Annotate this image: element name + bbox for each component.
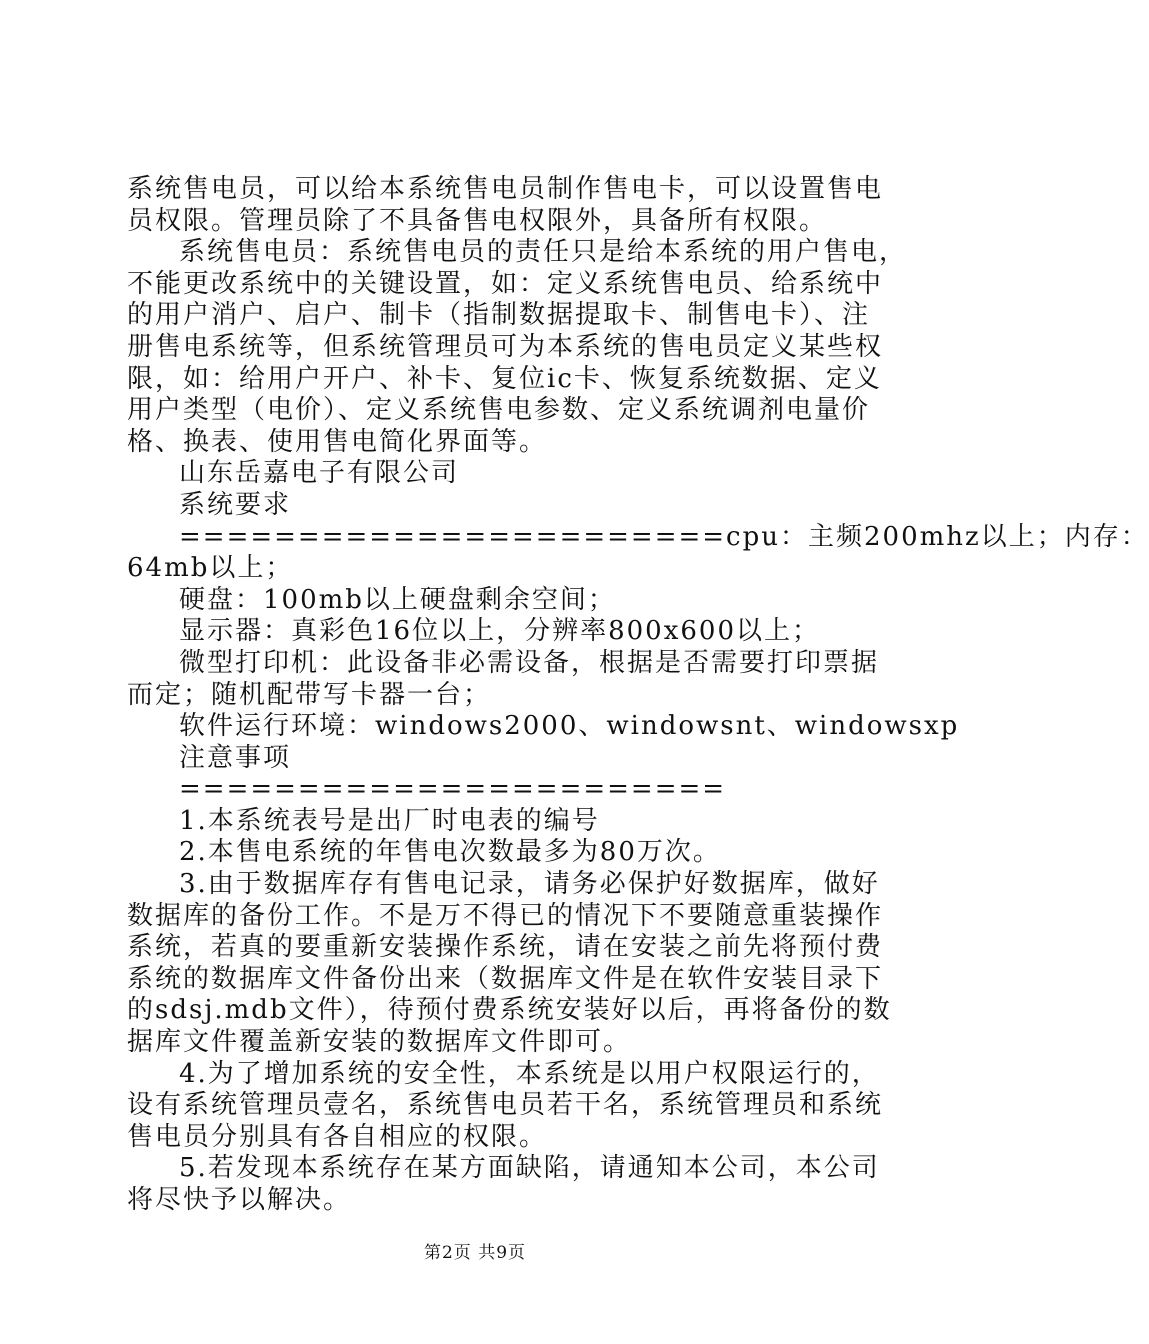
text-line: 系统售电员，可以给本系统售电员制作售电卡，可以设置售电 [127,174,884,204]
text-line: 而定；随机配带写卡器一台； [127,679,492,710]
text-line: 格、换表、使用售电简化界面等。 [127,426,548,457]
text-line: 微型打印机：此设备非必需设备，根据是否需要打印票据 [179,647,880,678]
section-heading-notes: 注意事项 [179,742,292,773]
text-line: 64mb以上； [127,553,294,584]
text-line: 系统，若真的要重新安装操作系统，请在安装之前先将预付费 [127,932,884,963]
text-line: 不能更改系统中的关键设置，如：定义系统售电员、给系统中 [127,268,884,299]
company-name: 山东岳嘉电子有限公司 [179,458,460,489]
text-line: 硬盘：100mb以上硬盘剩余空间； [179,584,616,615]
text-line: 员权限。管理员除了不具备售电权限外，具备所有权限。 [127,205,828,236]
text-line: 册售电系统等，但系统管理员可为本系统的售电员定义某些权 [127,331,884,362]
list-item: 2.本售电系统的年售电次数最多为80万次。 [179,837,721,868]
text-line: 设有系统管理员壹名，系统售电员若干名，系统管理员和系统 [127,1090,884,1121]
text-line: 显示器：真彩色16位以上，分辨率800x600以上； [179,616,820,647]
text-line: 系统的数据库文件备份出来（数据库文件是在软件安装目录下 [127,963,884,994]
list-item: 1.本系统表号是出厂时电表的编号 [179,805,600,836]
list-item: 4.为了增加系统的安全性，本系统是以用户权限运行的， [179,1058,880,1089]
text-line: 售电员分别具有各自相应的权限。 [127,1121,548,1152]
text-line: 用户类型（电价）、定义系统售电参数、定义系统调剂电量价 [127,395,871,426]
text-line: 据库文件覆盖新安装的数据库文件即可。 [127,1027,632,1058]
text-line: 限，如：给用户开户、补卡、复位ic卡、恢复系统数据、定义 [127,363,882,394]
text-line: 数据库的备份工作。不是万不得已的情况下不要随意重装操作 [127,900,884,931]
separator-line: ======================= [179,774,727,805]
section-heading-requirements: 系统要求 [179,489,292,520]
list-item: 3.由于数据库存有售电记录，请务必保护好数据库，做好 [179,869,880,900]
page-number-footer: 第2页 共9页 [423,1243,527,1263]
text-line: 将尽快予以解决。 [127,1185,352,1215]
text-line: 软件运行环境：windows2000、windowsnt、windowsxp [179,711,960,742]
text-line: =======================cpu：主频200mhz以上；内存： [179,521,1149,552]
list-item: 5.若发现本系统存在某方面缺陷，请通知本公司，本公司 [179,1153,880,1184]
text-line: 的sdsj.mdb文件），待预付费系统安装好以后，再将备份的数 [127,995,892,1026]
text-line: 系统售电员：系统售电员的责任只是给本系统的用户售电， [179,237,908,268]
document-body [127,174,1149,1217]
text-line: 的用户消户、启户、制卡（指制数据提取卡、制售电卡）、注 [127,300,871,331]
